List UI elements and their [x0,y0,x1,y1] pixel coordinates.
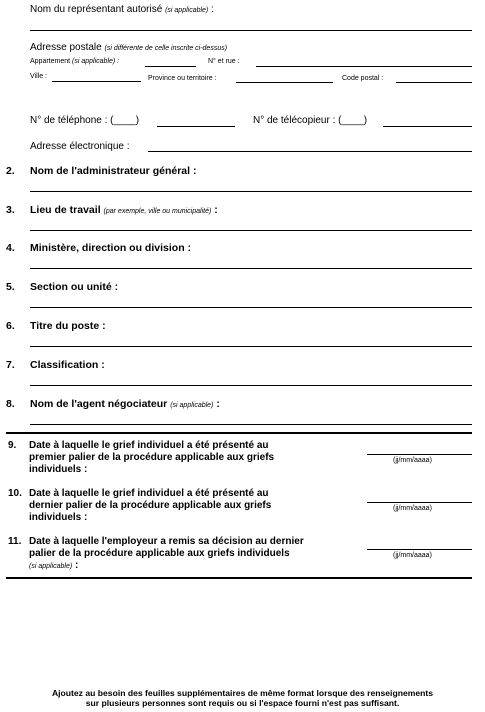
q2-label: Nom de l'administrateur général : [30,165,197,177]
q4-label: Ministère, direction ou division : [30,242,192,254]
street-field[interactable] [256,66,472,67]
fax-label: N° de télécopieur : (____) [253,115,368,126]
footer-note: Ajoutez au besoin des feuilles supplémentaires de même format lorsque des renseignements sur plusieurs personnes sont requis ou si l'espace fourni n'est pas suffisant. [51,688,434,708]
section-divider-top [6,432,472,434]
q6-label: Titre du poste : [30,320,106,332]
q2-number: 2. [6,165,15,177]
apartment-label: Appartement (si applicable) : [30,58,120,65]
q7-label: Classification : [30,359,105,371]
section-divider-bottom [6,577,472,579]
q8-number: 8. [6,398,15,410]
q10-block: 10. Date à laquelle le grief individuel a été présenté au dernier palier de la procédure applicable aux griefs individuels : [8,488,272,523]
address-title: Adresse postale (si différente de celle inscrite ci-dessus) [30,42,228,53]
q11-block: 11. Date à laquelle l'employeur a remis sa décision au dernier palier de la procédure applicable aux griefs individuels (si applicable) : [8,536,304,571]
q11-date-format: (jj/mm/aaaa) [393,552,432,559]
q9-date-format: (jj/mm/aaaa) [393,457,432,464]
q5-number: 5. [6,281,15,293]
street-label: N° et rue : [208,58,240,65]
phone-field[interactable] [157,126,235,127]
representative-label: Nom du représentant autorisé (si applicable) : [30,4,214,15]
city-label: Ville : [30,73,47,80]
q3-number: 3. [6,204,15,216]
q11-date-field[interactable] [367,549,472,550]
q6-field[interactable] [30,346,472,347]
q5-label: Section ou unité : [30,281,119,293]
email-label: Adresse électronique : [30,141,130,152]
apartment-field[interactable] [145,66,196,67]
q10-date-format: (jj/mm/aaaa) [393,505,432,512]
q5-field[interactable] [30,307,472,308]
fax-field[interactable] [383,126,472,127]
q7-number: 7. [6,359,15,371]
q8-label: Nom de l'agent négociateur (si applicable) : [30,398,220,410]
q9-block: 9. Date à laquelle le grief individuel a été présenté au premier palier de la procédure applicable aux griefs individuels : [8,440,275,475]
representative-field[interactable] [30,30,472,31]
q4-number: 4. [6,242,15,254]
q2-field[interactable] [30,191,472,192]
city-field[interactable] [52,81,141,82]
email-field[interactable] [148,151,472,152]
q3-field[interactable] [30,230,472,231]
q7-field[interactable] [30,385,472,386]
province-field[interactable] [236,82,333,83]
q10-date-field[interactable] [367,502,472,503]
q3-label: Lieu de travail (par exemple, ville ou municipalité) : [30,204,218,216]
province-label: Province ou territoire : [148,75,217,82]
q6-number: 6. [6,320,15,332]
postal-field[interactable] [396,82,472,83]
q4-field[interactable] [30,268,472,269]
q9-date-field[interactable] [367,454,472,455]
phone-label: N° de téléphone : (____) [30,115,140,126]
q8-field[interactable] [30,424,472,425]
postal-label: Code postal : [342,75,384,82]
